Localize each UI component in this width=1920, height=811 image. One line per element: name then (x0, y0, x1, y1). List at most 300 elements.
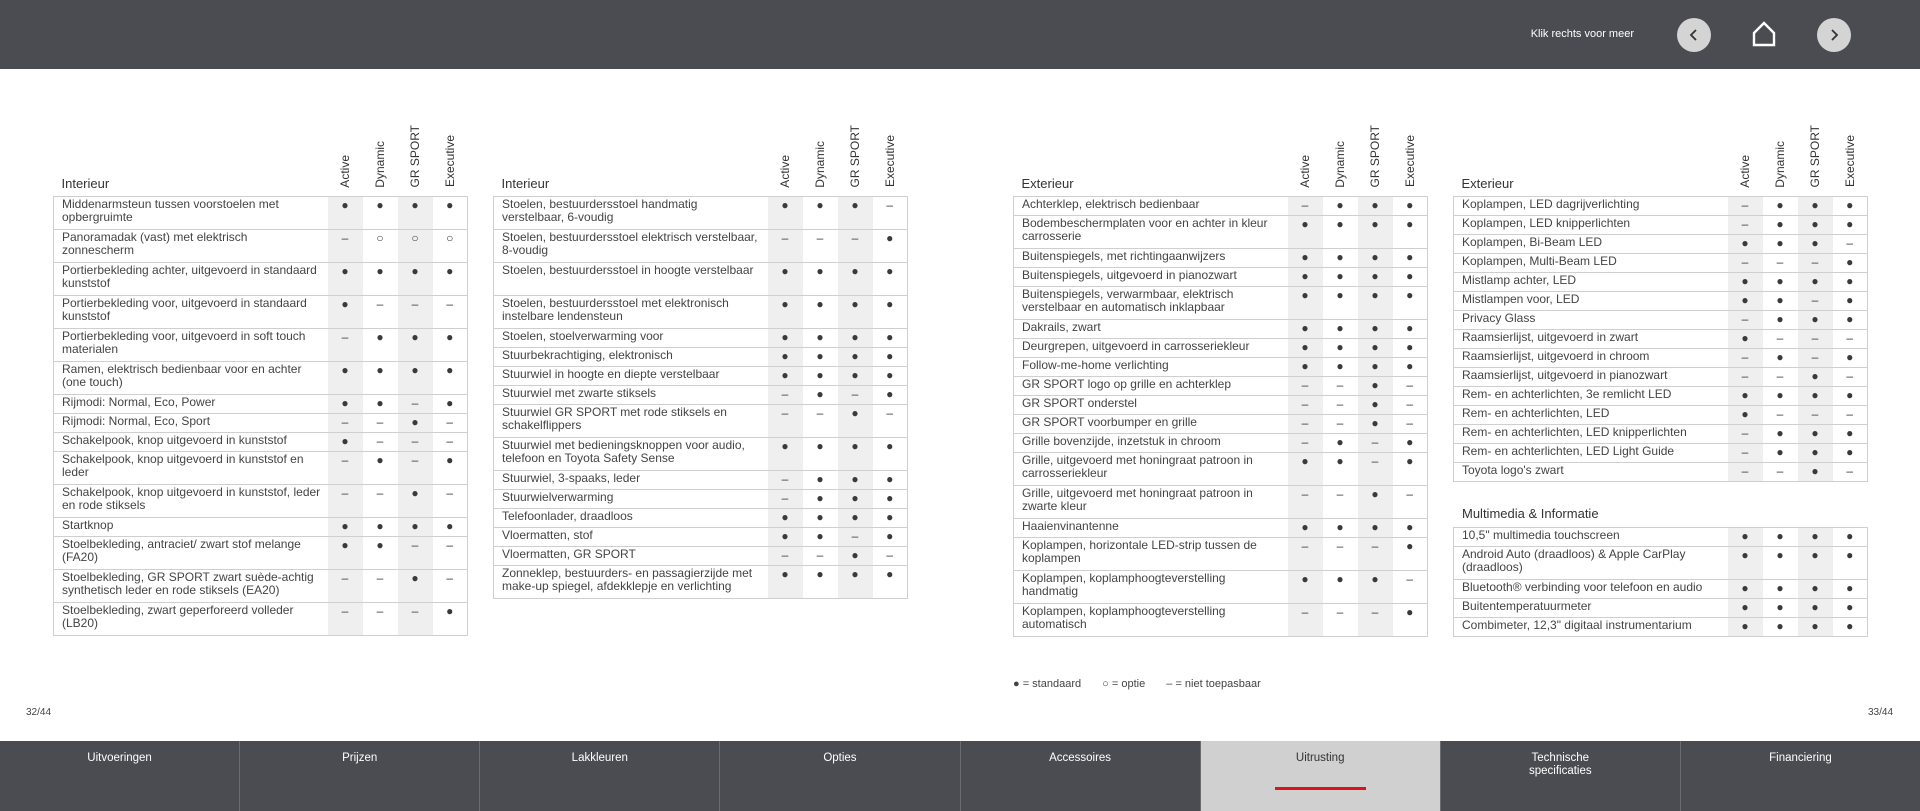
availability-mark: – (873, 546, 908, 565)
availability-mark: ● (1728, 405, 1763, 424)
feature-label: Stoelen, bestuurdersstoel met elektronisch instelbare lendensteun (494, 295, 768, 328)
table-row (54, 394, 468, 413)
availability-mark: – (838, 385, 873, 404)
table-title: Exterieur (1461, 175, 1514, 191)
column-header (803, 69, 838, 196)
feature-label: Buitenspiegels, verwarmbaar, elektrisch verstelbaar en automatisch inklapbaar (1014, 286, 1288, 319)
availability-mark: – (363, 295, 398, 328)
availability-mark: – (803, 546, 838, 565)
availability-mark: ● (1393, 215, 1428, 248)
availability-mark: – (363, 413, 398, 432)
column-header (363, 69, 398, 196)
availability-mark: ● (1763, 272, 1798, 291)
availability-mark: ● (803, 527, 838, 546)
table-row (54, 451, 468, 484)
exterior-table-2 (1453, 69, 1868, 482)
availability-mark: – (1798, 348, 1833, 367)
availability-mark: ● (1798, 462, 1833, 481)
column-header-label: Executive (883, 135, 897, 188)
feature-label: Combimeter, 12,3" digitaal instrumentarium (1454, 618, 1728, 637)
availability-mark: – (1833, 329, 1868, 348)
availability-mark: ● (1323, 319, 1358, 338)
availability-mark: ● (1798, 234, 1833, 253)
availability-mark: – (1798, 329, 1833, 348)
availability-mark: ● (433, 394, 468, 413)
availability-mark: ● (328, 536, 363, 569)
feature-label: Koplampen, horizontale LED-strip tussen de koplampen (1014, 537, 1288, 570)
column-header-label: Dynamic (813, 140, 827, 188)
column-header-label: Active (1738, 154, 1752, 188)
availability-mark: – (1728, 443, 1763, 462)
availability-mark: ● (398, 569, 433, 602)
availability-mark: – (433, 295, 468, 328)
table-row (54, 196, 468, 229)
availability-mark: – (1323, 485, 1358, 518)
nav-tab[interactable] (1201, 741, 1441, 811)
availability-mark: ● (1763, 215, 1798, 234)
table-row (1014, 452, 1428, 485)
table-row (1454, 196, 1868, 215)
availability-mark: – (433, 569, 468, 602)
availability-mark: – (433, 484, 468, 517)
availability-mark: – (398, 432, 433, 451)
availability-mark: ● (1323, 338, 1358, 357)
availability-mark: ● (1728, 234, 1763, 253)
availability-mark: ● (1728, 599, 1763, 618)
table-row (54, 517, 468, 536)
table-row (1454, 234, 1868, 253)
column-header-label: Active (338, 154, 352, 188)
feature-label: Stoelen, stoelverwarming voor (494, 328, 768, 347)
feature-label: Raamsierlijst, uitgevoerd in pianozwart (1454, 367, 1728, 386)
availability-mark: ● (873, 347, 908, 366)
availability-mark: ● (1763, 618, 1798, 637)
availability-mark: – (328, 229, 363, 262)
table-row (494, 366, 908, 385)
table-row (1014, 537, 1428, 570)
table-row (1014, 376, 1428, 395)
feature-label: Buitenspiegels, uitgevoerd in pianozwart (1014, 267, 1288, 286)
availability-mark: – (1763, 253, 1798, 272)
nav-tab-label: Uitvoeringen (87, 752, 152, 764)
availability-mark: ● (768, 366, 803, 385)
availability-mark: – (1833, 405, 1868, 424)
availability-mark: ● (363, 451, 398, 484)
column-header (1393, 69, 1428, 196)
availability-mark: ● (1798, 272, 1833, 291)
availability-mark: – (398, 295, 433, 328)
column-header (768, 69, 803, 196)
availability-mark: – (1358, 452, 1393, 485)
availability-mark: ● (803, 328, 838, 347)
table-row (54, 229, 468, 262)
availability-mark: ● (1358, 319, 1393, 338)
availability-mark: ● (838, 196, 873, 229)
availability-mark: ● (1833, 196, 1868, 215)
availability-mark: ● (838, 546, 873, 565)
table-row (1014, 338, 1428, 357)
feature-label: 10,5" multimedia touchscreen (1454, 528, 1728, 547)
availability-mark: ● (398, 328, 433, 361)
availability-mark: ● (398, 196, 433, 229)
availability-mark: – (1728, 348, 1763, 367)
table-row (1014, 248, 1428, 267)
availability-mark: ● (1833, 310, 1868, 329)
availability-mark: ● (1393, 518, 1428, 537)
availability-mark: ● (1323, 267, 1358, 286)
availability-mark: – (803, 404, 838, 437)
table-row (1454, 272, 1868, 291)
home-button[interactable] (1750, 20, 1778, 48)
table-row (494, 508, 908, 527)
table-row (494, 229, 908, 262)
availability-mark: ● (1763, 580, 1798, 599)
availability-mark: – (1288, 376, 1323, 395)
column-header-label: GR SPORT (408, 125, 422, 188)
table-row (54, 262, 468, 295)
availability-mark: ● (1763, 528, 1798, 547)
feature-label: Stuurwiel, 3-spaaks, leder (494, 470, 768, 489)
feature-label: Stoelbekleding, zwart geperforeerd volleder (LB20) (54, 602, 328, 635)
availability-mark: ● (768, 527, 803, 546)
table-row (1014, 215, 1428, 248)
availability-mark: – (873, 196, 908, 229)
availability-mark: ● (873, 489, 908, 508)
table-row (1454, 329, 1868, 348)
availability-mark: ● (768, 508, 803, 527)
availability-mark: ● (363, 394, 398, 413)
availability-mark: – (1728, 253, 1763, 272)
column-header (433, 69, 468, 196)
availability-mark: ● (873, 366, 908, 385)
availability-mark: – (768, 404, 803, 437)
availability-mark: ● (1358, 570, 1393, 603)
table-row (494, 527, 908, 546)
availability-mark: ● (768, 347, 803, 366)
availability-mark: – (1288, 603, 1323, 636)
availability-mark: ● (1393, 267, 1428, 286)
availability-mark: ● (1833, 528, 1868, 547)
availability-mark: ● (1393, 433, 1428, 452)
availability-mark: – (1763, 405, 1798, 424)
table-row (1454, 405, 1868, 424)
feature-label: GR SPORT voorbumper en grille (1014, 414, 1288, 433)
table-row (54, 361, 468, 394)
feature-label: Follow-me-home verlichting (1014, 357, 1288, 376)
feature-label: Grille, uitgevoerd met honingraat patroon in zwarte kleur (1014, 485, 1288, 518)
availability-mark: ● (1323, 357, 1358, 376)
feature-label: Stoelen, bestuurdersstoel handmatig verstelbaar, 6-voudig (494, 196, 768, 229)
chevron-right-icon (1828, 29, 1840, 41)
nav-tab[interactable] (1681, 741, 1920, 811)
availability-mark: ● (328, 394, 363, 413)
availability-mark: – (1763, 329, 1798, 348)
availability-mark: – (328, 451, 363, 484)
feature-label: Raamsierlijst, uitgevoerd in zwart (1454, 329, 1728, 348)
availability-mark: – (1728, 424, 1763, 443)
availability-mark: ● (803, 366, 838, 385)
table-title: Exterieur (1021, 175, 1074, 191)
availability-mark: – (1288, 433, 1323, 452)
table-row (54, 328, 468, 361)
navigation-hint: Klik rechts voor meer (1530, 28, 1634, 40)
feature-label: Privacy Glass (1454, 310, 1728, 329)
availability-mark: – (873, 404, 908, 437)
availability-mark: ● (433, 328, 468, 361)
table-row (1454, 386, 1868, 405)
availability-mark: ● (1833, 424, 1868, 443)
availability-mark: ● (803, 508, 838, 527)
availability-mark: ● (1763, 386, 1798, 405)
feature-label: Koplampen, Bi-Beam LED (1454, 234, 1728, 253)
availability-mark: ● (873, 262, 908, 295)
column-header (1323, 69, 1358, 196)
bottom-navigation (0, 741, 1920, 811)
availability-mark: ● (1323, 452, 1358, 485)
availability-mark: ● (1798, 367, 1833, 386)
availability-mark: – (1358, 537, 1393, 570)
feature-label: Panoramadak (vast) met elektrisch zonnescherm (54, 229, 328, 262)
availability-mark: – (398, 394, 433, 413)
availability-mark: ● (1358, 395, 1393, 414)
availability-mark: ● (838, 489, 873, 508)
table-row (1454, 462, 1868, 481)
feature-label: Deurgrepen, uitgevoerd in carrosseriekleur (1014, 338, 1288, 357)
table-row (54, 413, 468, 432)
availability-mark: ● (1728, 386, 1763, 405)
nav-tab[interactable] (0, 741, 240, 811)
availability-mark: – (1393, 376, 1428, 395)
feature-label: Stoelbekleding, antraciet/ zwart stof melange (FA20) (54, 536, 328, 569)
column-header-label: Executive (1843, 135, 1857, 188)
availability-mark: ● (1833, 272, 1868, 291)
feature-label: Stoelen, bestuurdersstoel elektrisch verstelbaar, 8-voudig (494, 229, 768, 262)
availability-mark: – (1798, 291, 1833, 310)
availability-mark: ● (1393, 537, 1428, 570)
next-page-button[interactable] (1817, 18, 1851, 52)
availability-mark: ● (768, 196, 803, 229)
table-row (1454, 348, 1868, 367)
availability-mark: – (1288, 537, 1323, 570)
table-row (1014, 357, 1428, 376)
column-header-label: GR SPORT (1808, 125, 1822, 188)
availability-mark: ● (838, 295, 873, 328)
availability-mark: – (1323, 603, 1358, 636)
availability-mark: ○ (433, 229, 468, 262)
availability-mark: – (1728, 215, 1763, 234)
column-header (328, 69, 363, 196)
table-row (1454, 547, 1868, 580)
availability-mark: – (1393, 570, 1428, 603)
availability-mark: ● (838, 565, 873, 598)
feature-label: Schakelpook, knop uitgevoerd in kunststof en leder (54, 451, 328, 484)
table-row (1454, 215, 1868, 234)
availability-mark: ● (1798, 424, 1833, 443)
feature-label: GR SPORT logo op grille en achterklep (1014, 376, 1288, 395)
availability-mark: ● (803, 489, 838, 508)
availability-mark: – (328, 602, 363, 635)
availability-mark: ● (398, 484, 433, 517)
availability-mark: ● (1728, 291, 1763, 310)
table-row (494, 565, 908, 598)
availability-mark: ● (768, 328, 803, 347)
availability-mark: – (363, 484, 398, 517)
table-row (494, 437, 908, 470)
availability-mark: – (328, 413, 363, 432)
feature-label: Buitenspiegels, met richtingaanwijzers (1014, 248, 1288, 267)
availability-mark: – (768, 229, 803, 262)
feature-label: Rijmodi: Normal, Eco, Sport (54, 413, 328, 432)
feature-label: Koplampen, LED dagrijverlichting (1454, 196, 1728, 215)
availability-mark: ● (1833, 348, 1868, 367)
availability-mark: ● (1393, 319, 1428, 338)
table-row (1014, 319, 1428, 338)
table-row (1014, 485, 1428, 518)
table-row (1454, 424, 1868, 443)
nav-tab-label: Uitrusting (1295, 752, 1345, 764)
table-row (1014, 518, 1428, 537)
availability-mark: ● (1833, 599, 1868, 618)
availability-mark: ● (433, 517, 468, 536)
availability-mark: ● (1798, 215, 1833, 234)
availability-mark: ● (1798, 386, 1833, 405)
table-title: Interieur (61, 175, 110, 191)
availability-mark: ● (768, 262, 803, 295)
availability-mark: ● (1833, 618, 1868, 637)
table-row (1014, 196, 1428, 215)
availability-mark: ● (838, 328, 873, 347)
availability-mark: – (768, 385, 803, 404)
table-row (1014, 395, 1428, 414)
feature-label: Rem- en achterlichten, 3e remlicht LED (1454, 386, 1728, 405)
feature-label: Dakrails, zwart (1014, 319, 1288, 338)
availability-mark: – (398, 536, 433, 569)
availability-mark: ● (1288, 518, 1323, 537)
table-row (1014, 414, 1428, 433)
availability-mark: ● (1393, 452, 1428, 485)
availability-mark: ● (1798, 528, 1833, 547)
availability-mark: ● (398, 517, 433, 536)
availability-mark: ● (1393, 286, 1428, 319)
availability-mark: ● (1833, 547, 1868, 580)
availability-mark: – (1323, 414, 1358, 433)
availability-mark: – (1728, 367, 1763, 386)
feature-label: Stuurwiel in hoogte en diepte verstelbaar (494, 366, 768, 385)
availability-mark: ● (363, 361, 398, 394)
availability-mark: – (1833, 234, 1868, 253)
availability-mark: ● (433, 262, 468, 295)
availability-mark: ● (1763, 599, 1798, 618)
table-row (54, 536, 468, 569)
availability-mark: – (1728, 462, 1763, 481)
feature-label: Mistlamp achter, LED (1454, 272, 1728, 291)
previous-page-button[interactable] (1677, 18, 1711, 52)
feature-label: Schakelpook, knop uitgevoerd in kunststof (54, 432, 328, 451)
availability-mark: ● (803, 295, 838, 328)
availability-mark: ● (1728, 580, 1763, 599)
feature-label: Portierbekleding achter, uitgevoerd in standaard kunststof (54, 262, 328, 295)
availability-mark: ● (328, 196, 363, 229)
column-header-label: Active (778, 154, 792, 188)
availability-mark: ● (873, 470, 908, 489)
availability-mark: ● (1358, 376, 1393, 395)
availability-mark: ● (1288, 452, 1323, 485)
feature-label: Stuurwiel met bedieningsknoppen voor audio, telefoon en Toyota Safety Sense (494, 437, 768, 470)
availability-mark: ● (1323, 518, 1358, 537)
feature-label: Vloermatten, stof (494, 527, 768, 546)
availability-mark: – (1288, 485, 1323, 518)
availability-mark: ● (1358, 196, 1393, 215)
availability-mark: ● (1833, 580, 1868, 599)
availability-mark: ● (1358, 338, 1393, 357)
availability-mark: ● (1728, 618, 1763, 637)
availability-mark: ● (1833, 291, 1868, 310)
column-header-label: Active (1298, 154, 1312, 188)
availability-mark: ● (433, 196, 468, 229)
availability-mark: ● (873, 508, 908, 527)
availability-mark: ● (1288, 248, 1323, 267)
feature-label: Rem- en achterlichten, LED Light Guide (1454, 443, 1728, 462)
availability-mark: – (363, 432, 398, 451)
availability-mark: ○ (363, 229, 398, 262)
table-row (1014, 603, 1428, 636)
nav-tab[interactable] (240, 741, 480, 811)
availability-mark: ● (768, 437, 803, 470)
table-row (494, 262, 908, 295)
nav-tab[interactable] (1441, 741, 1681, 811)
table-row (1014, 267, 1428, 286)
availability-mark: ● (803, 196, 838, 229)
availability-mark: ● (1763, 424, 1798, 443)
column-header (873, 69, 908, 196)
feature-label: Grille bovenzijde, inzetstuk in chroom (1014, 433, 1288, 452)
nav-tab[interactable] (720, 741, 960, 811)
nav-tab-label: Technische specificaties (1528, 752, 1592, 777)
feature-label: Haaienvinantenne (1014, 518, 1288, 537)
availability-mark: ● (1763, 443, 1798, 462)
availability-mark: ● (1833, 443, 1868, 462)
availability-mark: ● (1288, 286, 1323, 319)
availability-mark: ● (1798, 580, 1833, 599)
table-row (1014, 570, 1428, 603)
availability-mark: ● (363, 196, 398, 229)
availability-mark: ● (1323, 570, 1358, 603)
availability-mark: – (838, 229, 873, 262)
feature-label: Koplampen, koplamphoogteverstelling automatisch (1014, 603, 1288, 636)
availability-mark: ● (1798, 547, 1833, 580)
availability-mark: – (1393, 485, 1428, 518)
availability-mark: ● (838, 347, 873, 366)
exterior-table-1 (1013, 69, 1428, 637)
table-row (54, 295, 468, 328)
column-header-label: Dynamic (1773, 140, 1787, 188)
availability-mark: ● (803, 347, 838, 366)
availability-mark: ● (433, 451, 468, 484)
table-row (1454, 599, 1868, 618)
feature-label: Ramen, elektrisch bedienbaar voor en achter (one touch) (54, 361, 328, 394)
availability-mark: ● (1763, 310, 1798, 329)
feature-label: Stoelbekleding, GR SPORT zwart suède-achtig synthetisch leder en rode stiksels (EA20) (54, 569, 328, 602)
availability-mark: ● (398, 361, 433, 394)
top-bar (0, 0, 1920, 69)
column-header-label: GR SPORT (1368, 125, 1382, 188)
nav-tab[interactable] (961, 741, 1201, 811)
availability-mark: ● (1798, 443, 1833, 462)
availability-mark: ● (803, 262, 838, 295)
interior-table-1 (53, 69, 468, 636)
table-row (1454, 443, 1868, 462)
nav-tab[interactable] (480, 741, 720, 811)
